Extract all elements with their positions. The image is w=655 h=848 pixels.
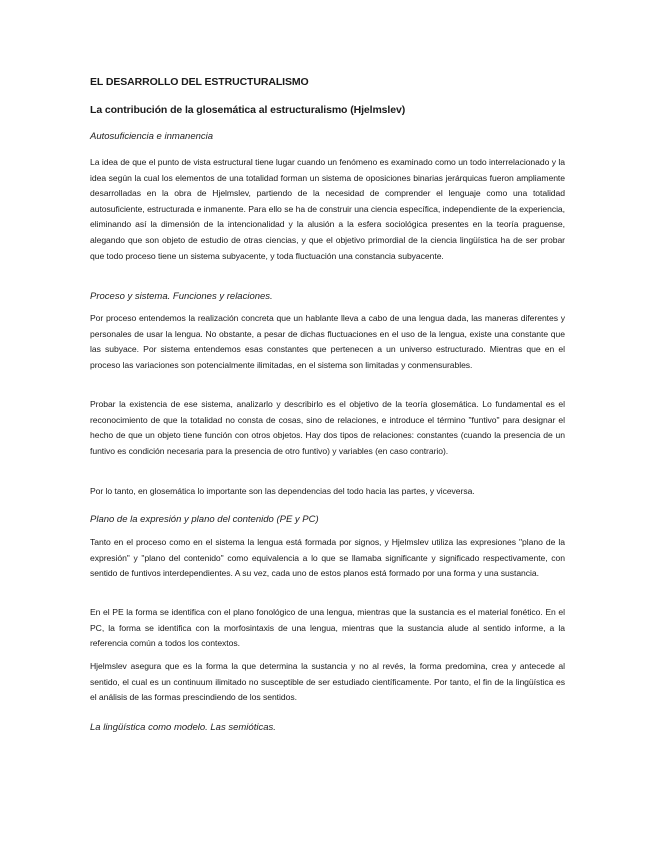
section-heading-planos: Plano de la expresión y plano del contenido (PE y PC) xyxy=(90,514,319,525)
document-title: EL DESARROLLO DEL ESTRUCTURALISMO xyxy=(90,76,309,88)
paragraph: La idea de que el punto de vista estructural tiene lugar cuando un fenómeno es examinado como un todo interrelacionado y la idea según la cual los elementos de una totalidad forman un sistema de oposiciones binarias jerárquicas fueron ampliamente desarrolladas en la obra de Hjelmslev, partiendo de la necesidad de comprender el lenguaje como una totalidad autosuficiente, estructurada e inmanente. Para ello se ha de construir una ciencia específica, independiente de la experiencia, eliminando así la dimensión de la intencionalidad y la alusión a la esfera sociológica presentes en la teoría praguense, alegando que son objeto de estudio de otras ciencias, y que el objetivo primordial de la ciencia lingüística ha de ser probar que todo proceso tiene un sistema subyacente, y toda fluctuación una constancia subyacente. xyxy=(90,157,565,261)
paragraph: En el PE la forma se identifica con el plano fonológico de una lengua, mientras que la sustancia es el material fonético. En el PC, la forma se identifica con la morfosintaxis de una lengua, mientras que la sustancia alude al sentido informe, a la referencia común a todos los contextos. xyxy=(90,607,565,649)
paragraph: Probar la existencia de ese sistema, analizarlo y describirlo es el objetivo de la teoría glosemática. Lo fundamental es el reconocimiento de que la totalidad no consta de cosas, sino de relaciones, e introduce el término "funtivo" para designar el hecho de que un objeto tiene función con otros objetos. Hay dos tipos de relaciones: constantes (cuando la presencia de un funtivo es condición necesaria para la presencia de otro funtivo) y variables (en caso contrario). xyxy=(90,399,565,456)
paragraph: Hjelmslev asegura que es la forma la que determina la sustancia y no al revés, la forma predomina, crea y antecede al sentido, el cual es un continuum ilimitado no susceptible de ser estudiado científicamente. Por tanto, el fin de la lingüística es el análisis de las formas prescindiendo de los sentidos. xyxy=(90,661,565,703)
paragraph: Tanto en el proceso como en el sistema la lengua está formada por signos, y Hjelmslev utiliza las expresiones "plano de la expresión" y "plano del contenido" como equivalencia a lo que se llamaba significante y significado respectivamente, con sentido de funtivos interdependientes. A su vez, cada uno de estos planos está formado por una forma y una sustancia. xyxy=(90,537,565,579)
paragraph: Por proceso entendemos la realización concreta que un hablante lleva a cabo de una lengua dada, las maneras diferentes y personales de usar la lengua. No obstante, a pesar de dichas fluctuaciones en el uso de la lengua, existe una constante que las subyace. Por sistema entendemos esas constantes que pertenecen a un universo estructurado. Mientras que en el proceso las variaciones son potencialmente ilimitadas, en el sistema son limitadas y conmensurables. xyxy=(90,313,565,370)
section-heading-autosuficiencia: Autosuficiencia e inmanencia xyxy=(90,131,214,142)
section-heading-proceso-sistema: Proceso y sistema. Funciones y relaciones. xyxy=(90,291,273,302)
section-heading-linguistica-modelo: La lingüística como modelo. Las semióticas. xyxy=(90,722,276,733)
document-subtitle: La contribución de la glosemática al estructuralismo (Hjelmslev) xyxy=(90,104,406,116)
paragraph: Por lo tanto, en glosemática lo importante son las dependencias del todo hacia las partes, y viceversa. xyxy=(90,486,475,496)
